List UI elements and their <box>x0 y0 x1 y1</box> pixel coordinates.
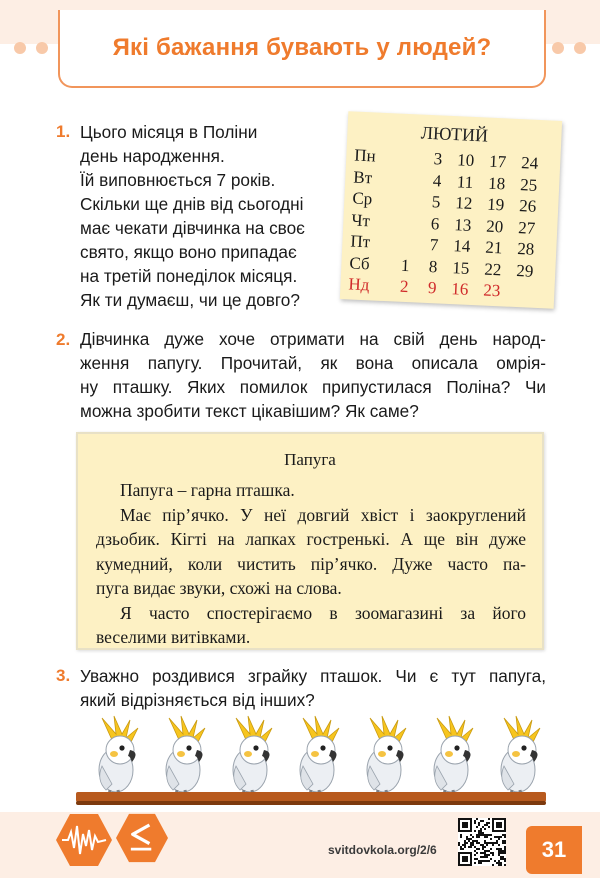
cockatoo-bird <box>367 716 406 802</box>
text-line: на третій понеділок місяця. <box>80 266 298 286</box>
calendar-day-name: Пт <box>350 231 371 252</box>
text-line: Дівчинка дуже хоче отримати на свій день народ- <box>80 329 546 349</box>
text-line: веселими витівками. <box>96 627 251 647</box>
calendar-day-name: Вт <box>352 167 373 187</box>
cockatoo-bird <box>233 716 272 802</box>
calendar-date: 5 <box>431 192 441 212</box>
calendar-date: 24 <box>520 153 539 173</box>
sound-wave-icon <box>56 812 112 868</box>
text-line: Цього місяця в Поліни <box>80 122 258 142</box>
calendar-date: 22 <box>483 259 502 279</box>
qr-code-icon <box>458 818 506 866</box>
text-line: Папуга – гарна пташка. <box>120 480 295 500</box>
text-line: Як ти думаєш, чи це довго? <box>80 290 300 310</box>
calendar-date: 4 <box>432 170 442 191</box>
calendar-date: 15 <box>451 257 470 278</box>
calendar-date: 17 <box>488 151 507 172</box>
calendar-date: 18 <box>487 173 506 193</box>
calendar-day-name: Пн <box>353 145 377 166</box>
text-line: Скільки ще днів від сьогодні <box>80 194 304 214</box>
text-line: дзьобик. Кігті на лапках гостренькі. А ще він дуже <box>96 529 526 549</box>
calendar-date: 26 <box>518 196 537 216</box>
calendar-card <box>340 111 562 309</box>
calendar-day-name: Сб <box>349 252 371 273</box>
calendar-date <box>509 282 533 283</box>
decor-dot <box>14 42 26 54</box>
calendar-date: 12 <box>454 193 473 213</box>
text-line: Уважно роздивися зграйку пташок. Чи є тут папуга, <box>80 666 546 686</box>
calendar-date: 7 <box>429 235 439 255</box>
perch-shadow <box>76 801 546 805</box>
calendar-date: 28 <box>516 239 535 259</box>
calendar-day-name: Ср <box>352 188 373 209</box>
text-box-title: Папуга <box>284 450 336 469</box>
text-line: можна зробити текст цікавішим? Як саме? <box>80 401 419 421</box>
calendar-date: 9 <box>427 278 437 298</box>
calendar-date <box>387 233 411 234</box>
text-line: який відрізняється від інших? <box>80 690 315 710</box>
task2-text <box>80 327 546 423</box>
task-number: 2. <box>56 330 71 349</box>
calendar-month: ЛЮТИЙ <box>420 122 489 146</box>
calendar-day-name: Чт <box>351 210 371 230</box>
calendar-date: 13 <box>453 214 472 235</box>
calendar-date <box>390 169 414 170</box>
text-line: Я часто спостерігаємо в зоомагазині за його <box>120 602 526 623</box>
calendar-date: 11 <box>456 171 474 192</box>
calendar-date <box>388 212 412 213</box>
calendar-date: 23 <box>482 280 501 301</box>
calendar-date: 3 <box>433 149 443 169</box>
task-number: 1. <box>56 122 71 141</box>
calendar-date: 27 <box>517 217 536 238</box>
text-line: день народження. <box>80 146 225 166</box>
calendar-date <box>389 190 413 191</box>
task1-text <box>80 120 340 312</box>
decor-dot <box>574 42 586 54</box>
cockatoo-bird <box>434 716 473 802</box>
calendar-date: 1 <box>400 255 410 275</box>
task-number: 3. <box>56 666 71 685</box>
text-line: кумедний, коли чистить пір’ячко. Дуже часто па- <box>96 553 526 574</box>
cockatoo-bird <box>501 716 540 802</box>
calendar-date: 8 <box>428 256 438 276</box>
page-title: Які бажання бувають у людей? <box>112 34 492 61</box>
compare-icon <box>116 812 168 864</box>
decor-dot <box>36 42 48 54</box>
cockatoo-bird <box>99 716 138 802</box>
calendar-date: 16 <box>451 279 469 299</box>
calendar-date: 10 <box>456 150 475 170</box>
text-line: ну пташку. Яких помилок припустилася Поліна? Чи <box>80 377 546 397</box>
calendar-date: 25 <box>519 174 538 195</box>
decor-dot <box>552 42 564 54</box>
calendar-date: 21 <box>484 237 503 258</box>
text-line: ження папугу. Прочитай, як вона описала омрія- <box>80 353 546 373</box>
website-link[interactable]: svitdovkola.org/2/6 <box>328 843 437 857</box>
calendar-date: 29 <box>515 260 534 281</box>
text-line: має чекати дівчинка на своє <box>80 218 305 238</box>
calendar-date: 20 <box>485 216 504 236</box>
calendar-day-name: Нд <box>348 274 370 295</box>
cockatoo-bird <box>166 716 205 802</box>
page-number: 31 <box>526 826 582 874</box>
text-line: Їй виповнюється 7 років. <box>80 170 276 190</box>
page-title-box <box>58 10 546 88</box>
calendar-date: 19 <box>486 194 505 215</box>
calendar-date: 6 <box>430 213 440 233</box>
cockatoo-bird <box>300 716 339 802</box>
text-line: свято, якщо воно припадає <box>80 242 297 262</box>
task3-text <box>80 664 546 712</box>
calendar-date: 2 <box>399 276 409 297</box>
text-line: пуга видає звуки, схожі на слова. <box>96 578 342 598</box>
text-line: Має пір’ячко. У неї довгий хвіст і заокруглений <box>120 504 526 525</box>
calendar-date: 14 <box>452 236 471 256</box>
parrot-text-box <box>76 432 544 650</box>
calendar-date <box>391 147 415 148</box>
